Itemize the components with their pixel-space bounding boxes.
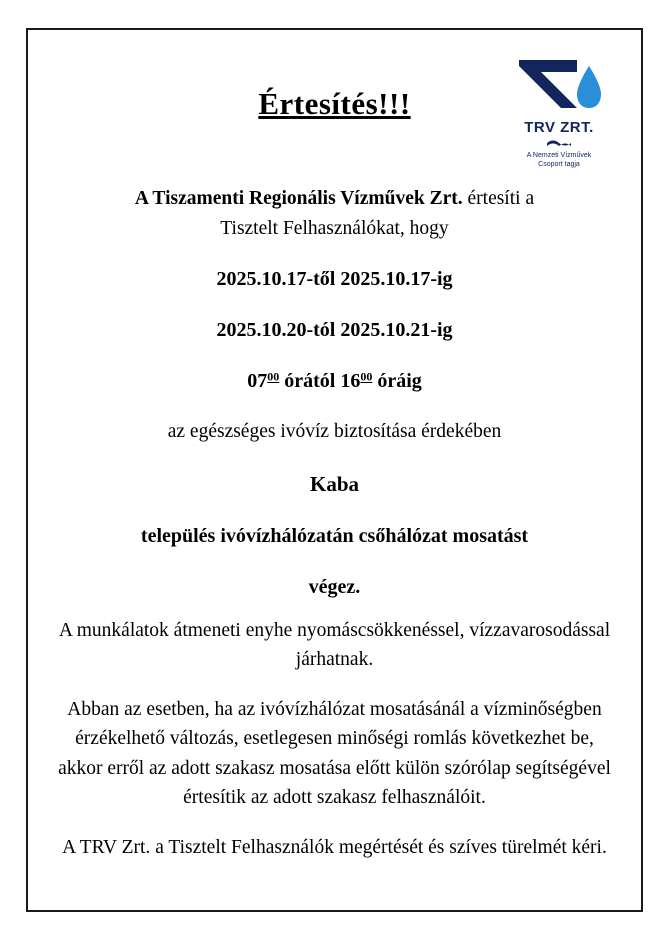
time-to-sup: 00 <box>360 369 373 384</box>
company-logo <box>505 56 613 170</box>
logo-subtitle-line2: Csoport tagja <box>538 160 580 168</box>
action-line-2: végez. <box>308 576 361 598</box>
intro-line2: Tisztelt Felhasználókat, hogy <box>220 217 449 239</box>
page-title: Értesítés!!! <box>258 86 411 121</box>
action-line-1: település ivóvízhálózatán csőhálózat mosatást <box>140 525 529 547</box>
time-from-number: 07 <box>247 370 268 393</box>
time-from-word: órától <box>279 370 341 393</box>
time-to-number: 16 <box>340 370 361 393</box>
time-from-sup: 00 <box>267 369 280 384</box>
time-range <box>58 366 611 396</box>
effects-text: A munkálatok átmeneti enyhe nyomáscsökkenéssel, vízzavarosodással járhatnak. <box>58 620 611 671</box>
intro-paragraph <box>58 184 611 243</box>
notice-body <box>58 184 611 863</box>
date-range-2: 2025.10.20-tól 2025.10.21-ig <box>216 319 453 342</box>
intro-rest: értesíti a <box>462 188 535 209</box>
logo-brand-text: TRV ZRT. <box>524 119 594 136</box>
wave-icon <box>547 138 571 147</box>
closing-text: A TRV Zrt. a Tisztelt Felhasználók megértését és szíves türelmét kéri. <box>62 837 607 858</box>
notice-text: Abban az esetben, ha az ivóvízhálózat mosatásánál a vízminőségben érzékelhető változás, esetlegesen minőségi romlás következhet be, akkor erről az adott szakasz mosatása előtt külön szórólap segítségével értesítik az adott szakasz felhasználóit. <box>58 698 611 809</box>
time-to-word: óráig <box>372 370 422 393</box>
logo-subtitle-line1: A Nemzeti Vízművek <box>526 152 592 159</box>
date-range-1: 2025.10.17-től 2025.10.17-ig <box>216 268 453 291</box>
water-drop-icon <box>511 56 607 118</box>
company-name: A Tiszamenti Regionális Vízművek Zrt. <box>134 188 463 209</box>
settlement-name: Kaba <box>309 471 359 496</box>
notice-frame <box>26 28 643 912</box>
purpose-text: az egészséges ivóvíz biztosítása érdekében <box>167 421 502 443</box>
